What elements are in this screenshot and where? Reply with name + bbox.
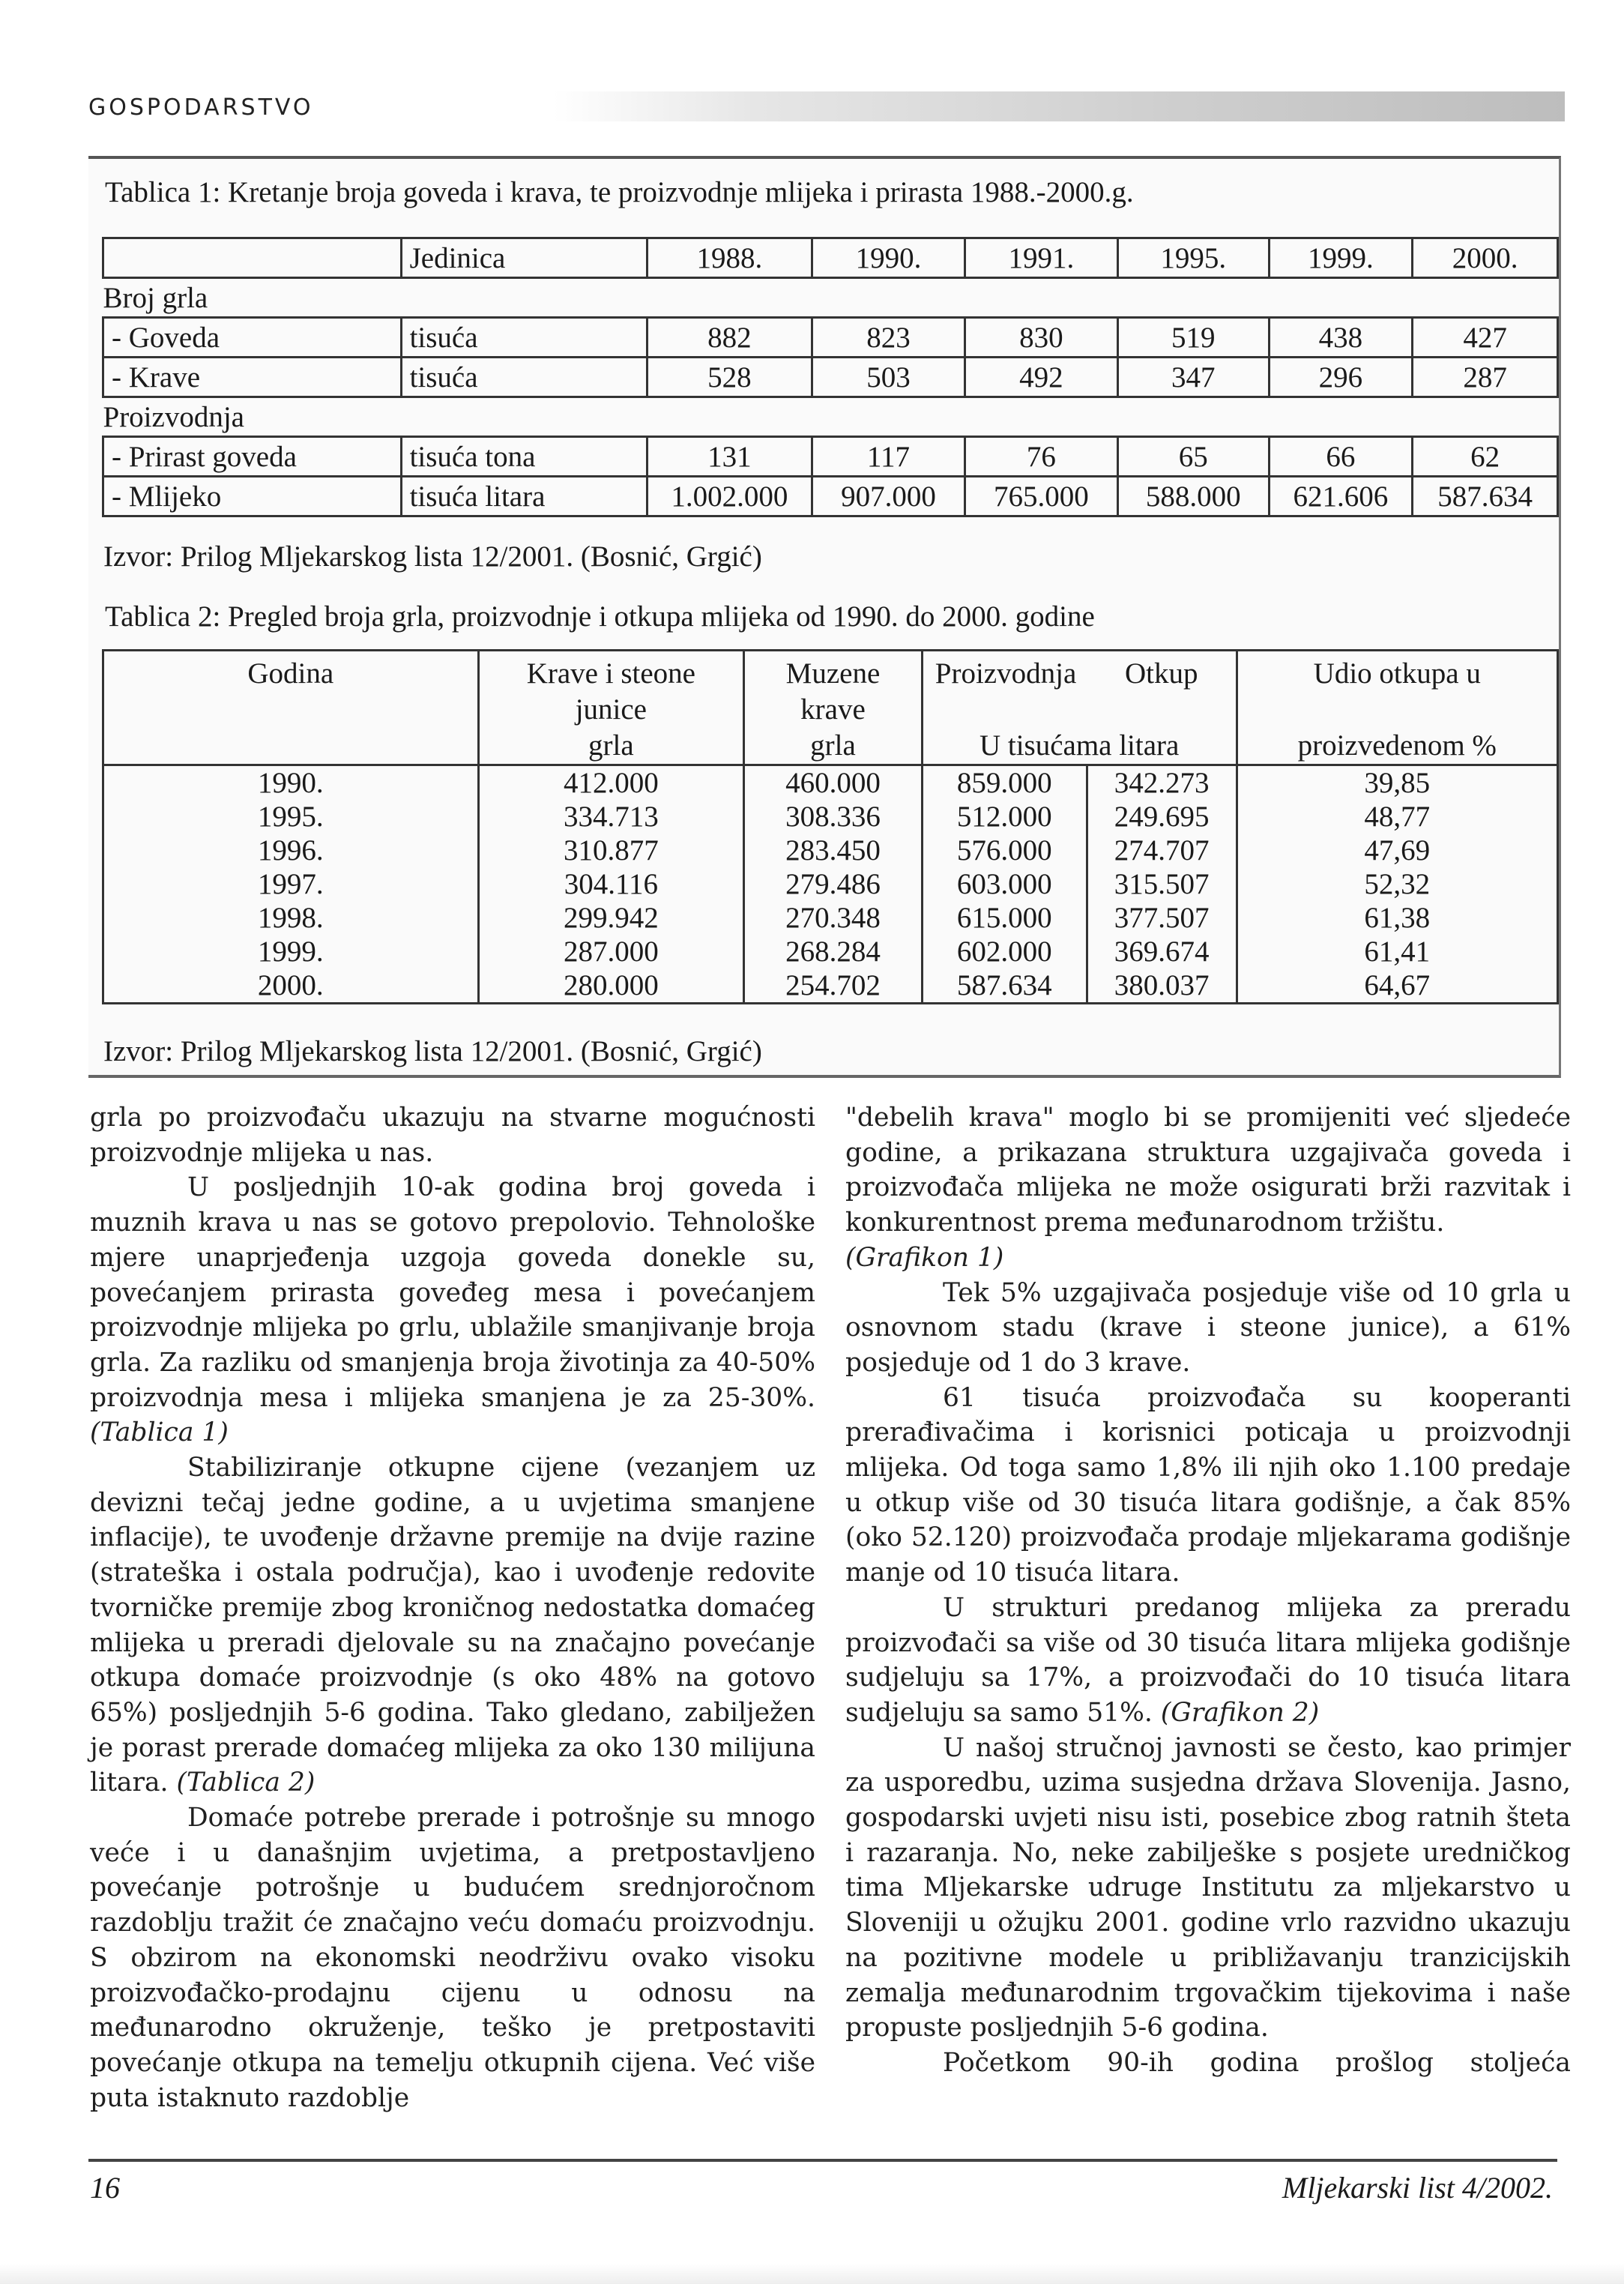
cell-share: 39,85 — [1237, 765, 1557, 801]
header-line: Krave i steone — [526, 657, 695, 690]
cell-milking-cows: 270.348 — [744, 901, 923, 935]
cell-production: 615.000 — [922, 901, 1087, 935]
paragraph — [845, 1731, 1571, 2046]
cell-production: 587.634 — [922, 968, 1087, 1004]
cell-production: 512.000 — [922, 800, 1087, 834]
header-line: Udio otkupa u — [1313, 657, 1481, 690]
table-row — [103, 358, 1558, 397]
row-label: - Goveda — [103, 318, 402, 358]
table1-source: Izvor: Prilog Mljekarskog lista 12/2001. (Bosnić, Grgić) — [103, 540, 762, 573]
table1-group-row — [103, 278, 1558, 318]
footer-rule — [88, 2159, 1557, 2162]
table1-header-year: 1999. — [1269, 238, 1413, 278]
cell-value: 65 — [1117, 437, 1269, 477]
paragraph-text: U strukturi predanog mlijeka za preradu proizvođači sa više od 30 tisuća litara mlijeka godišnje sudjeluju sa 17%, a proizvođači do 10 tisuća litara sudjeluju sa samo 51%. — [845, 1592, 1571, 1728]
table1-header-year: 1991. — [965, 238, 1117, 278]
table2-caption: Tablica 2: Pregled broja grla, proizvodnje i otkupa mlijeka od 1990. do 2000. godine — [105, 600, 1095, 633]
cell-value: 117 — [812, 437, 965, 477]
paragraph — [845, 1591, 1571, 1731]
header-line: Muzene — [785, 657, 881, 690]
table1-caption: Tablica 1: Kretanje broja goveda i krava, te proizvodnje mlijeka i prirasta 1988.-2000.g. — [105, 176, 1134, 208]
cell-year: 1998. — [103, 901, 479, 935]
body-column-right — [845, 1100, 1571, 2081]
cell-milking-cows: 308.336 — [744, 800, 923, 834]
cell-share: 48,77 — [1237, 800, 1557, 834]
cell-purchase: 315.507 — [1087, 867, 1237, 901]
table2-header-row — [103, 651, 1558, 765]
row-unit: tisuća — [401, 318, 647, 358]
cell-value: 76 — [965, 437, 1117, 477]
cell-share: 64,67 — [1237, 968, 1557, 1004]
cell-share: 47,69 — [1237, 834, 1557, 867]
table-row — [103, 477, 1558, 516]
paragraph — [90, 1801, 815, 2115]
cell-share: 61,38 — [1237, 901, 1557, 935]
table2 — [102, 649, 1559, 1004]
tables-panel — [88, 156, 1561, 1078]
paragraph — [90, 1100, 815, 1170]
paragraph — [845, 1381, 1571, 1591]
paragraph — [845, 1100, 1571, 1276]
journal-name: Mljekarski list 4/2002. — [1282, 2171, 1553, 2205]
cell-value: 907.000 — [812, 477, 965, 516]
paragraph-text: Stabiliziranje otkupne cijene (vezanjem uz devizni tečaj jedne godine, a u uvjetima smanjene inflacije), te uvođenje državne premije na dvije razine (strateška i ostala područja), kao i uvođenje redovite tvorničke premije zbog kroničnog nedostatka domaćeg mlijeka u preradi djelovale su na značajno povećanje otkupa domaće proizvodnje (s oko 48% na gotovo 65%) posljednjih 5-6 godina. Tako gledano, zabilježen je porast prerade domaćeg mlijeka za oko 130 milijuna litara. — [90, 1453, 815, 1798]
paragraph — [845, 1276, 1571, 1381]
cell-cows-heifers: 299.942 — [478, 901, 744, 935]
cell-milking-cows: 268.284 — [744, 935, 923, 968]
cell-year: 1995. — [103, 800, 479, 834]
cell-value: 492 — [965, 358, 1117, 397]
cell-year: 2000. — [103, 968, 479, 1004]
table-row — [103, 800, 1558, 834]
table2-source: Izvor: Prilog Mljekarskog lista 12/2001. (Bosnić, Grgić) — [103, 1035, 762, 1067]
paragraph — [90, 1450, 815, 1801]
row-unit: tisuća tona — [401, 437, 647, 477]
cell-purchase: 377.507 — [1087, 901, 1237, 935]
cell-value: 131 — [647, 437, 812, 477]
cell-value: 823 — [812, 318, 965, 358]
paragraph-text: Domaće potrebe prerade i potrošnje su mnogo veće i u današnjim uvjetima, a pretpostavljeno povećanje potrošnje u budućem srednjoročnom razdoblju tražit će značajno veću domaću proizvodnju. S obzirom na ekonomski neodrživu ovako visoku proizvođačko-prodajnu cijenu u odnosu na međunarodno okruženje, teško je pretpostaviti povećanje otkupa na temelju otkupnih cijena. Već više puta istaknuto razdoblje — [90, 1803, 815, 2113]
table1-group-label: Proizvodnja — [103, 397, 1558, 437]
row-label: - Mlijeko — [103, 477, 402, 516]
cell-value: 882 — [647, 318, 812, 358]
header-unit: U tisućama litara — [979, 729, 1180, 762]
paragraph — [845, 2046, 1571, 2081]
cell-cows-heifers: 280.000 — [478, 968, 744, 1004]
paragraph-text: "debelih krava" moglo bi se promijeniti već sljedeće godine, a prikazana struktura uzgajivača goveda i proizvođača mlijeka ne može osigurati brži razvitak i konkurentnost prema međunarodnom tržištu. — [845, 1103, 1571, 1238]
row-unit: tisuća — [401, 358, 647, 397]
paragraph-text: U našoj stručnoj javnosti se često, kao primjer za usporedbu, uzima susjedna država Slovenija. Jasno, gospodarski uvjeti nisu isti, posebice zbog ratnih šteta i razaranja. No, neke zabilješke s posjete uredničkog tima Mljekarske udruge Institutu za mljekarstvo u Sloveniji u ožujku 2001. godine vrlo razvidno ukazuju na pozitivne modele u približavanju tranzicijskih zemalja međunarodnim trgovačkim tijekovima i naše propuste posljednjih 5-6 godina. — [845, 1732, 1571, 2043]
paragraph-text: Tek 5% uzgajivača posjeduje više od 10 grla u osnovnom stadu (krave i steone junice), a 61% posjeduje od 1 do 3 krave. — [845, 1277, 1571, 1378]
header-cows-heifers — [478, 651, 744, 765]
cell-production: 576.000 — [922, 834, 1087, 867]
cell-production: 602.000 — [922, 935, 1087, 968]
cell-year: 1999. — [103, 935, 479, 968]
scan-edge-shade — [0, 2264, 1624, 2284]
cell-value: 528 — [647, 358, 812, 397]
page-number: 16 — [90, 2171, 120, 2205]
cell-value: 66 — [1269, 437, 1413, 477]
cell-value: 519 — [1117, 318, 1269, 358]
cell-value: 347 — [1117, 358, 1269, 397]
table1-group-label: Broj grla — [103, 278, 1558, 318]
header-production: Proizvodnja — [935, 657, 1077, 690]
cell-share: 61,41 — [1237, 935, 1557, 968]
table-row — [103, 935, 1558, 968]
header-year — [103, 651, 479, 765]
paragraph-text: grla po proizvođaču ukazuju na stvarne mogućnosti proizvodnje mlijeka u nas. — [90, 1103, 815, 1168]
cell-production: 603.000 — [922, 867, 1087, 901]
cell-value: 62 — [1413, 437, 1558, 477]
header-year-label: Godina — [247, 657, 334, 690]
cell-share: 52,32 — [1237, 867, 1557, 901]
table-row — [103, 437, 1558, 477]
cell-purchase: 274.707 — [1087, 834, 1237, 867]
table1-header-year: 1988. — [647, 238, 812, 278]
cell-milking-cows: 460.000 — [744, 765, 923, 801]
cell-value: 830 — [965, 318, 1117, 358]
table-row — [103, 901, 1558, 935]
header-production-purchase — [922, 651, 1237, 765]
table-row — [103, 867, 1558, 901]
row-label: - Krave — [103, 358, 402, 397]
table-row — [103, 765, 1558, 801]
paragraph-text: U posljednjih 10-ak godina broj goveda i muznih krava u nas se gotovo prepolovio. Tehnološke mjere unaprjeđenja uzgoja goveda donekle su, povećanjem prirasta goveđeg mesa i povećanjem proizvodnje mlijeka po grlu, ublažile smanjivanje broja grla. Za razliku od smanjenja broja životinja za 40-50% proizvodnja mesa i mlijeka smanjena je za 25-30%. — [90, 1172, 815, 1413]
table1-header-year: 1990. — [812, 238, 965, 278]
cell-purchase: 342.273 — [1087, 765, 1237, 801]
cell-value: 1.002.000 — [647, 477, 812, 516]
table1 — [102, 237, 1559, 517]
table-reference: (Tablica 2) — [176, 1768, 316, 1798]
header-share — [1237, 651, 1557, 765]
cell-milking-cows: 254.702 — [744, 968, 923, 1004]
table-row — [103, 318, 1558, 358]
row-unit: tisuća litara — [401, 477, 647, 516]
paragraph-text: Početkom 90-ih godina prošlog stoljeća — [943, 2047, 1571, 2078]
cell-value: 296 — [1269, 358, 1413, 397]
cell-value: 621.606 — [1269, 477, 1413, 516]
row-label: - Prirast goveda — [103, 437, 402, 477]
header-gradient-band — [553, 91, 1565, 121]
cell-cows-heifers: 310.877 — [478, 834, 744, 867]
cell-year: 1996. — [103, 834, 479, 867]
cell-production: 859.000 — [922, 765, 1087, 801]
header-line: proizvedenom % — [1297, 729, 1497, 762]
cell-value: 765.000 — [965, 477, 1117, 516]
table1-group-row — [103, 397, 1558, 437]
cell-value: 287 — [1413, 358, 1558, 397]
table-row — [103, 834, 1558, 867]
table-reference: (Tablica 1) — [90, 1417, 229, 1448]
cell-cows-heifers: 304.116 — [478, 867, 744, 901]
paragraph — [90, 1170, 815, 1450]
cell-cows-heifers: 412.000 — [478, 765, 744, 801]
table1-header-year: 2000. — [1413, 238, 1558, 278]
cell-cows-heifers: 334.713 — [478, 800, 744, 834]
cell-year: 1990. — [103, 765, 479, 801]
cell-cows-heifers: 287.000 — [478, 935, 744, 968]
body-column-left — [90, 1100, 815, 2115]
header-line: grla — [810, 729, 856, 762]
cell-purchase: 369.674 — [1087, 935, 1237, 968]
cell-value: 503 — [812, 358, 965, 397]
header-purchase: Otkup — [1125, 657, 1198, 690]
header-milking-cows — [744, 651, 923, 765]
page-header — [88, 90, 1565, 135]
header-line: junice — [575, 693, 647, 726]
table1-header-row — [103, 238, 1558, 278]
cell-value: 427 — [1413, 318, 1558, 358]
cell-milking-cows: 279.486 — [744, 867, 923, 901]
section-title: GOSPODARSTVO — [88, 94, 314, 121]
cell-purchase: 380.037 — [1087, 968, 1237, 1004]
cell-milking-cows: 283.450 — [744, 834, 923, 867]
table1-header-unit: Jedinica — [401, 238, 647, 278]
chart-reference: (Grafikon 2) — [1160, 1697, 1320, 1728]
cell-value: 438 — [1269, 318, 1413, 358]
table-row — [103, 968, 1558, 1004]
chart-reference: (Grafikon 1) — [845, 1242, 1004, 1273]
table1-header-blank — [103, 238, 402, 278]
cell-value: 587.634 — [1413, 477, 1558, 516]
header-line: krave — [800, 693, 866, 726]
cell-purchase: 249.695 — [1087, 800, 1237, 834]
cell-value: 588.000 — [1117, 477, 1269, 516]
header-line: grla — [588, 729, 634, 762]
table1-header-year: 1995. — [1117, 238, 1269, 278]
paragraph-text: 61 tisuća proizvođača su kooperanti prerađivačima i korisnici poticaja u proizvodnji mlijeka. Od toga samo 1,8% ili njih oko 1.100 predaje u otkup više od 30 tisuća litara godišnje, a čak 85% (oko 52.120) proizvođača prodaje mljekarama godišnje manje od 10 tisuća litara. — [845, 1382, 1571, 1588]
cell-year: 1997. — [103, 867, 479, 901]
